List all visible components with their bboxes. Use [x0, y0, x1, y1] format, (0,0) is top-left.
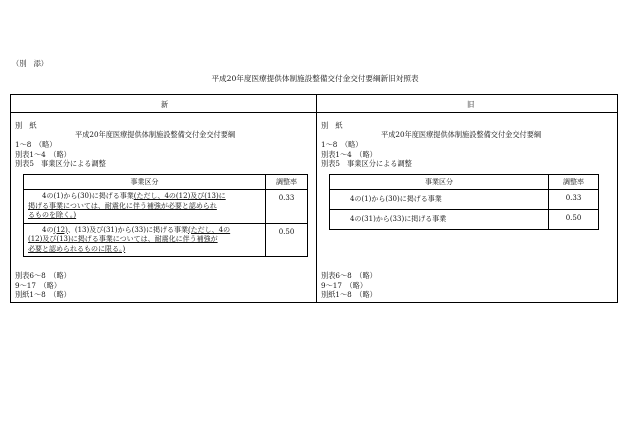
old-annex-label: 別 紙	[321, 121, 343, 130]
old-line-2: 別表1～4 （略）	[321, 149, 377, 159]
old-row-2-rate: 0.50	[549, 210, 599, 230]
new-header-category: 事業区分	[24, 175, 266, 190]
old-adjustment-table	[329, 174, 599, 230]
new-row-1-text-2: 掲げる事業については、耐震化に伴う補強が必要と認められ	[28, 201, 217, 210]
old-bottom-line-2: 9～17 （略）	[321, 280, 368, 290]
new-adjustment-table	[23, 174, 308, 257]
new-line-1: 1～8 （略）	[15, 140, 57, 149]
new-row-2-text-3: 必要と認められるものに限る。)	[28, 244, 126, 253]
new-row-2-text-a: 4の	[42, 225, 54, 234]
new-line-2: 別表1～4 （略）	[15, 149, 71, 159]
note-label: （別 添）	[12, 59, 48, 68]
new-bottom-lines	[15, 271, 71, 300]
table-row	[330, 190, 599, 210]
table-row	[330, 210, 599, 230]
old-line-3: 別表5 事業区分による調整	[321, 159, 412, 168]
comparison-table	[10, 94, 618, 303]
old-column-header: 旧	[467, 100, 475, 109]
new-column-header: 新	[161, 100, 169, 109]
document-title: 平成20年度医療提供体制施設整備交付金交付要綱新旧対照表	[211, 74, 419, 83]
new-header-rate: 調整率	[266, 175, 308, 190]
old-subtitle: 平成20年度医療提供体制施設整備交付金交付要綱	[381, 130, 542, 139]
new-row-2-rate: 0.50	[266, 223, 308, 257]
table-row	[24, 190, 308, 224]
new-row-1-text-b: (ただし、4の(12)及び(13)に	[133, 192, 226, 200]
old-header-rate: 調整率	[549, 175, 599, 190]
old-bottom-lines	[321, 271, 377, 300]
new-annex-label: 別 紙	[15, 121, 37, 130]
table-row	[24, 223, 308, 257]
new-row-2-text-d: (ただし、4の	[187, 225, 231, 234]
old-bottom-line-1: 別表6～8 （略）	[321, 271, 377, 280]
new-row-2-text-2: (12)及び(13)に掲げる事業については、耐震化に伴う補強が	[28, 235, 218, 243]
new-row-2-text-c: 、(13)及び(31)から(33)に掲げる事業	[67, 225, 188, 234]
old-row-1-rate: 0.33	[549, 190, 599, 210]
new-subtitle: 平成20年度医療提供体制施設整備交付金交付要綱	[75, 130, 236, 139]
old-row-1-category: 4の(1)から(30)に掲げる事業	[330, 190, 549, 210]
new-top-lines	[15, 140, 106, 169]
new-row-2-category	[24, 223, 266, 257]
old-row-2-category: 4の(31)から(33)に掲げる事業	[330, 210, 549, 230]
new-bottom-line-3: 別紙1～8 （略）	[15, 290, 71, 299]
new-row-1-rate: 0.33	[266, 190, 308, 224]
old-line-1: 1～8 （略）	[321, 140, 363, 149]
new-line-3: 別表5 事業区分による調整	[15, 159, 106, 168]
new-row-1-category	[24, 190, 266, 224]
new-row-1-text-a: 4の(1)から(30)に掲げる事業	[42, 192, 134, 200]
old-bottom-line-3: 別紙1～8 （略）	[321, 290, 377, 299]
old-top-lines	[321, 140, 412, 169]
column-header-row	[11, 95, 617, 113]
new-row-2-text-b: (12)	[53, 225, 68, 234]
new-bottom-line-1: 別表6～8 （略）	[15, 271, 71, 280]
new-bottom-line-2: 9～17 （略）	[15, 280, 62, 290]
new-row-1-text-3: るものを除く。)	[28, 211, 77, 219]
column-divider	[316, 95, 317, 302]
old-header-category: 事業区分	[330, 175, 549, 190]
